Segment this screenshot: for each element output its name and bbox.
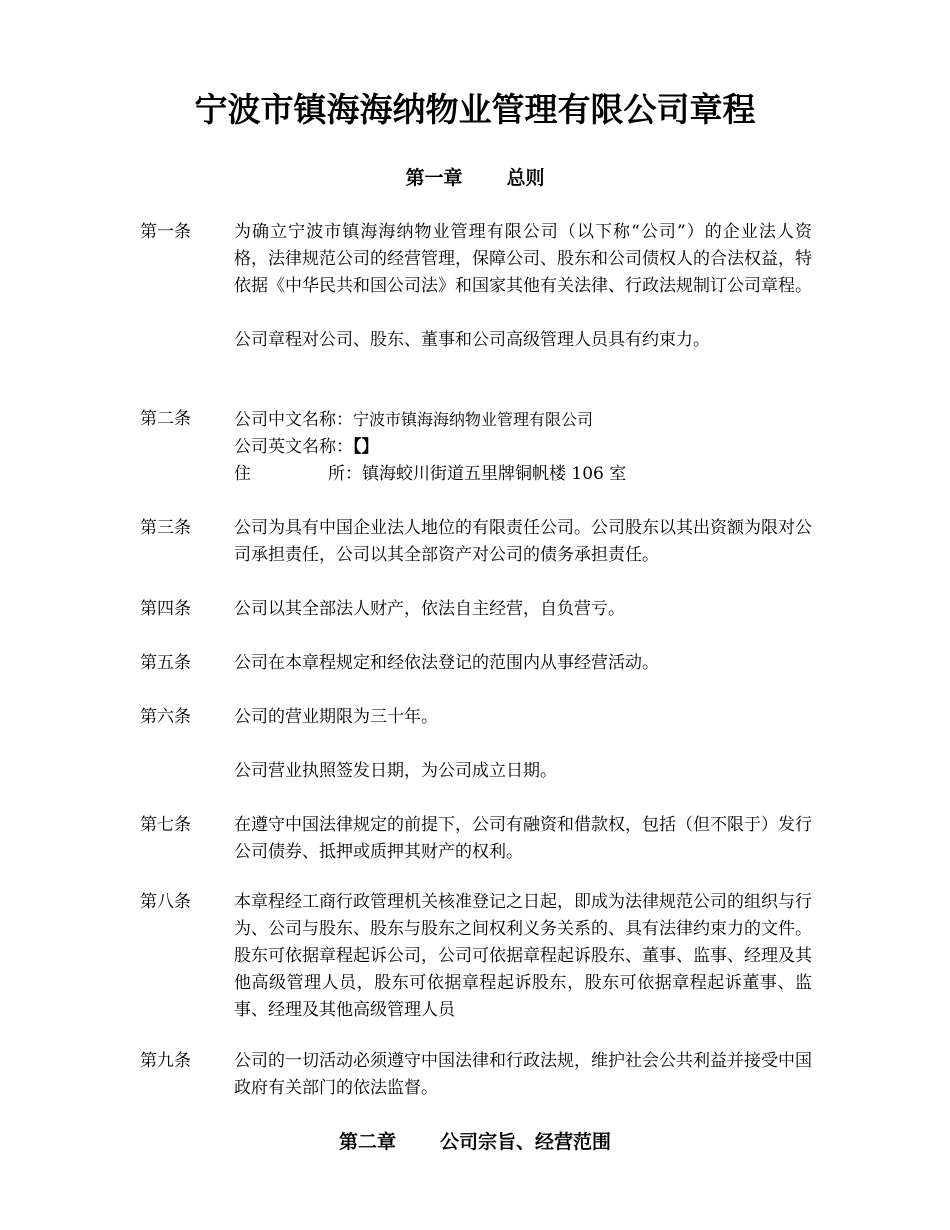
en-name-label: 公司英文名称： xyxy=(234,437,353,457)
address-label-part2: 所： xyxy=(328,464,362,484)
address-label-part1: 住 xyxy=(234,464,251,484)
article-4 xyxy=(140,596,812,623)
article-number: 第二条 xyxy=(140,409,191,429)
address-value: 镇海蛟川街道五里牌铜帆楼 106 室 xyxy=(362,464,627,484)
article-paragraph: 公司章程对公司、股东、董事和公司高级管理人员具有约束力。 xyxy=(234,330,710,350)
page-title: 宁波市镇海海纳物业管理有限公司章程 xyxy=(194,90,756,129)
article-paragraph: 公司的营业期限为三十年。 xyxy=(234,707,438,727)
article-6 xyxy=(140,704,812,785)
chapter-2-name: 公司宗旨、经营范围 xyxy=(440,1131,612,1153)
article-number: 第五条 xyxy=(140,653,191,673)
cn-name-row xyxy=(234,406,812,434)
chapter-1-label: 第一章 xyxy=(405,167,463,189)
chapter-2-label: 第二章 xyxy=(338,1131,396,1153)
article-number: 第七条 xyxy=(140,815,191,835)
article-9 xyxy=(140,1048,812,1102)
article-8 xyxy=(140,889,812,1024)
article-7 xyxy=(140,812,812,866)
article-paragraph: 公司以其全部法人财产，依法自主经营，自负营亏。 xyxy=(234,599,625,619)
address-row xyxy=(234,461,812,488)
article-paragraph: 本章程经工商行政管理机关核准登记之日起，即成为法律规范公司的组织与行为、公司与股东、股东与股东之间权利义务关系的、具有法律约束力的文件。股东可依据章程起诉公司，公司可依据章程起诉股东、董事、监事、经理及其他高级管理人员，股东可依据章程起诉股东，股东可依据章程起诉董事、监事、经理及其他高级管理人员 xyxy=(234,892,812,1020)
article-number: 第四条 xyxy=(140,599,191,619)
article-number: 第九条 xyxy=(140,1051,191,1071)
article-number: 第八条 xyxy=(140,892,191,912)
article-paragraph: 公司的一切活动必须遵守中国法律和行政法规，维护社会公共利益并接受中国政府有关部门的依法监督。 xyxy=(234,1051,812,1098)
article-5 xyxy=(140,650,812,677)
cn-name-label: 公司中文名称： xyxy=(234,410,353,430)
cn-name-value: 宁波市镇海海纳物业管理有限公司 xyxy=(353,410,594,429)
article-3 xyxy=(140,515,812,569)
article-number: 第六条 xyxy=(140,707,191,727)
chapter-1-name: 总则 xyxy=(506,167,545,189)
article-1 xyxy=(140,219,812,354)
chapter-1-heading xyxy=(0,164,950,192)
article-paragraph: 公司营业执照签发日期，为公司成立日期。 xyxy=(234,761,557,781)
article-number: 第三条 xyxy=(140,518,191,538)
article-number: 第一条 xyxy=(140,222,191,242)
en-name-row xyxy=(234,434,812,461)
en-name-value: 【】 xyxy=(353,437,379,457)
article-paragraph: 公司在本章程规定和经依法登记的范围内从事经营活动。 xyxy=(234,653,659,673)
article-paragraph: 为确立宁波市镇海海纳物业管理有限公司（以下称“公司”）的企业法人资格，法律规范公司的经营管理，保障公司、股东和公司债权人的合法权益，特依据《中华民共和国公司法》和国家其他有关法律、行政法规制订公司章程。 xyxy=(234,222,812,296)
article-paragraph: 在遵守中国法律规定的前提下，公司有融资和借款权，包括（但不限于）发行公司债券、抵押或质押其财产的权利。 xyxy=(234,815,812,862)
article-paragraph: 公司为具有中国企业法人地位的有限责任公司。公司股东以其出资额为限对公司承担责任，公司以其全部资产对公司的债务承担责任。 xyxy=(234,518,812,565)
article-2 xyxy=(140,406,812,488)
chapter-2-heading xyxy=(0,1128,950,1156)
